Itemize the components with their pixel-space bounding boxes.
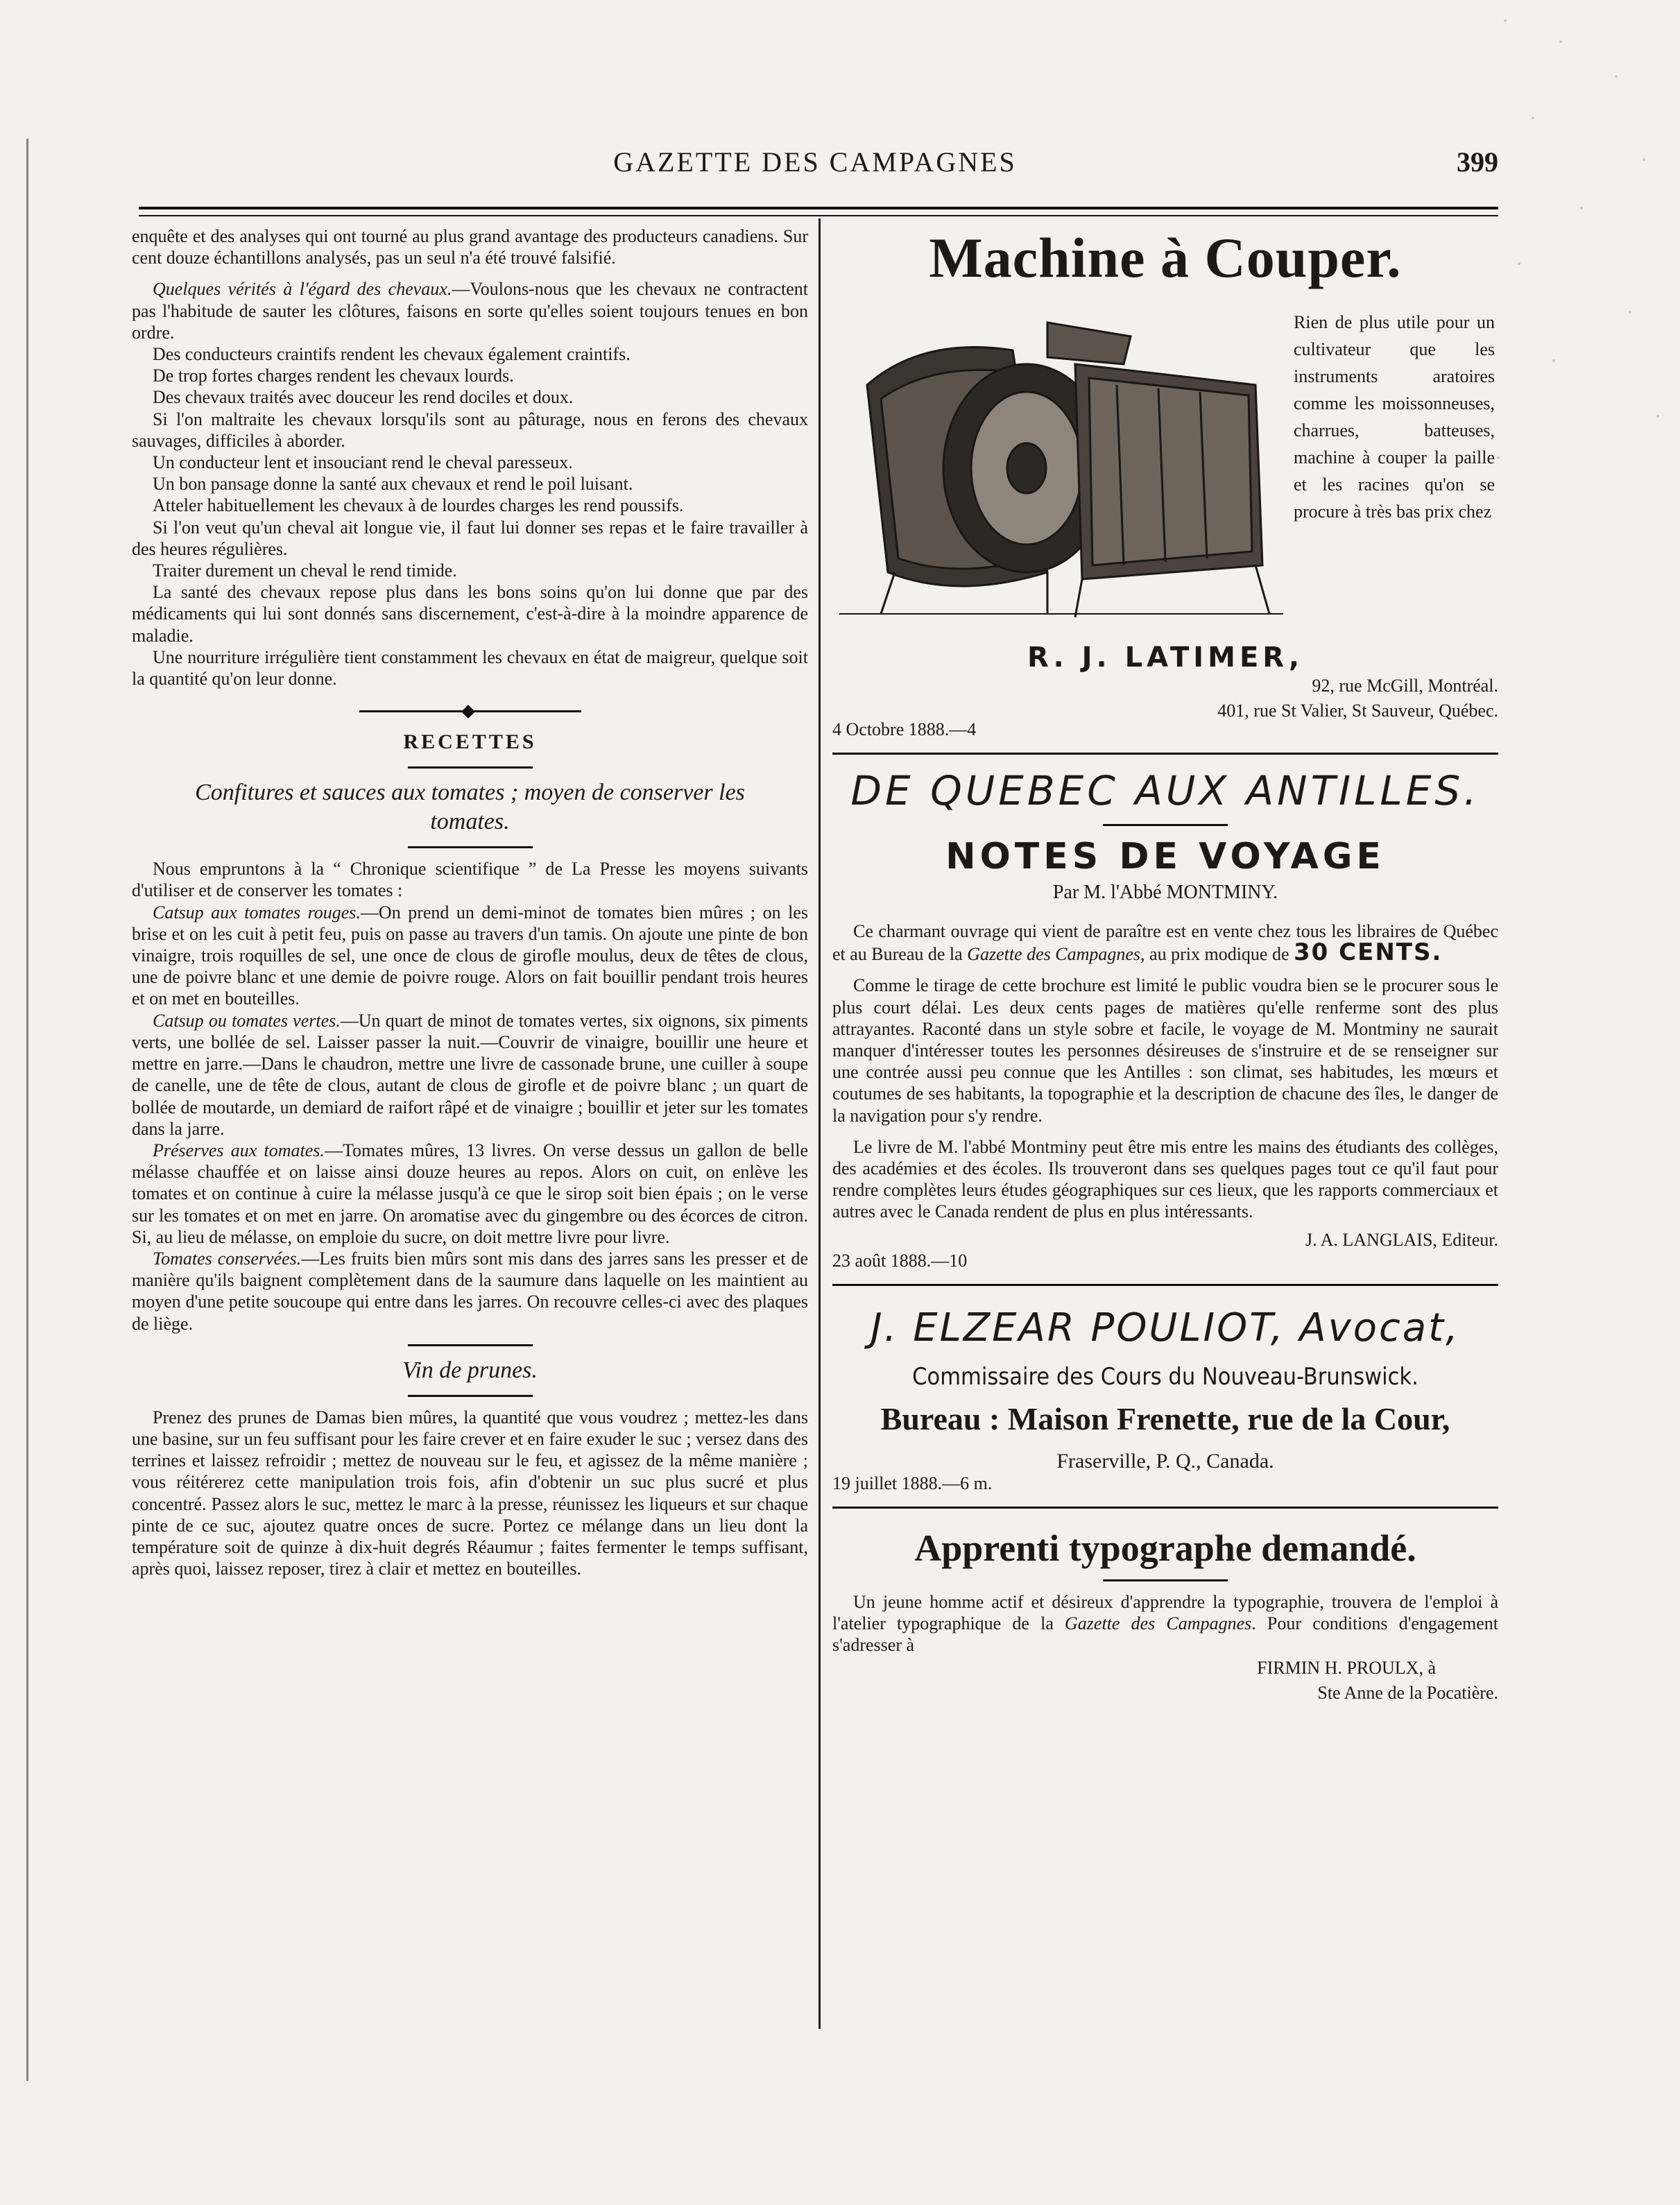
book-para1-b: , au prix modique de (1140, 944, 1289, 965)
book-date: 23 août 1888.—10 (832, 1250, 968, 1271)
vin-title: Vin de prunes. (402, 1357, 538, 1383)
horses-line: Des chevaux traités avec douceur les rend dociles et doux. (153, 387, 574, 408)
running-header (132, 146, 1498, 187)
proulx-place: Ste Anne de la Pocatière. (1317, 1683, 1498, 1704)
confitures-title: Confitures et sauces aux tomates ; moyen de conserver les tomates. (195, 780, 745, 835)
proulx-name: FIRMIN H. PROULX, à (1257, 1658, 1436, 1679)
machine-title: Machine à Couper. (929, 226, 1402, 289)
section-rule (832, 1284, 1498, 1286)
recettes-title: RECETTES (403, 730, 537, 754)
lawyer-commissaire: Commissaire des Cours du Nouveau-Brunswick. (912, 1362, 1418, 1391)
vin-paragraph: Prenez des prunes de Damas bien mûres, la quantité que vous voudrez ; mettez-les dans une basine, sur un feu suffisant pour les faire crever et en faire exuder le suc ; versez dans des terrines et laissez refroidir ; mettez de nouveau sur le feu, et agissez de la même manière ; vous réitérerez cette manipulation trois fois, afin d'obtenir un suc plus sucré et plus concentré. Passez alors le suc, mettez le marc à la presse, réunissez les liqueurs et sur chaque pinte de ce suc, ajoutez quatre onces de sucre. Portez ce mélange dans un lieu dont la température soit de quinze à dix-huit degrés Réaumur ; faites fermenter le temps suffisant, après quoi, laissez reposer, tirez à clair et mettez en bouteilles. (132, 1407, 808, 1579)
horses-paragraph (132, 278, 808, 343)
left-column (132, 225, 808, 1579)
page-edge-mark (26, 139, 31, 2081)
intro-paragraph: enquête et des analyses qui ont tourné au plus grand avantage des producteurs canadiens. Sur cent douze échantillons analysés, pas un seul n'a été trouvé falsifié. (132, 226, 808, 268)
machine-advert (832, 302, 1498, 628)
horses-heading: Quelques vérités à l'égard des chevaux. (153, 279, 452, 300)
horses-line: Un conducteur lent et insouciant rend le cheval paresseux. (153, 452, 573, 473)
short-rule (1103, 824, 1228, 826)
apprenti-a: Un jeune homme actif et désireux d'apprendre la typographie, trouvera de l'emploi à l'atelier typographique de la (832, 1591, 1498, 1633)
column-divider (818, 218, 821, 2029)
short-rule (408, 1344, 533, 1346)
section-rule (832, 1507, 1498, 1509)
preserves-text: —Tomates mûres, 13 livres. On verse dessus un gallon de belle mélasse chauffée et on laisse ainsi douze heures au repos. Alors on cuit, on enlève les tomates et on continue à cuire la mélasse jusqu'à ce que le sirop soit bien épais ; on le verse sur les tomates et on met en jarre. On aromatise avec du gingembre ou des écorces de citron. Si, au lieu de mélasse, on emploie du sucre, on doit mettre livre pour livre. (132, 1140, 808, 1247)
tomates-conservees (132, 1248, 808, 1335)
horses-line: Une nourriture irrégulière tient constamment les chevaux en état de maigreur, quelque soit la quantité qu'on leur donne. (132, 646, 808, 689)
lawyer-bureau: Bureau : Maison Frenette, rue de la Cour, (880, 1400, 1450, 1436)
catsup-rouges-text: —On prend un demi-minot de tomates bien mûres ; on les brise et on les cuit à petit feu, puis on passe au travers d'un tamis. On ajoute une pinte de bon vinaigre, trois roquilles de sel, une once de clous de girofle moulus, deux de têtes de clous, une de poivre blanc et une demie de poivre rouge. Alors on fait bouillir pendant trois heures et on met en bouteilles. (132, 902, 809, 1009)
book-paragraph-1 (832, 920, 1498, 965)
catsup-vertes-text: —Un quart de minot de tomates vertes, six oignons, six piments verts, une bollée de sel. Laisser passer la nuit.—Couvrir de vinaigre, bouillir une heure et mettre en jarre.—Dans le chaudron, mettre une livre de cassonade brune, une cuiller à soupe de canelle, une de tête de clous, autant de clous de girofle et de poivre blanc ; un quart de bollée de moutarde, un demiard de raifort râpé et de vinaigre ; bouillir et jeter sur les tomates dans la jarre. (132, 1010, 808, 1139)
apprenti-title: Apprenti typographe demandé. (914, 1527, 1416, 1569)
latimer-address-1: 92, rue McGill, Montréal. (1312, 676, 1498, 696)
lawyer-place: Fraserville, P. Q., Canada. (1056, 1449, 1274, 1473)
notes-title: NOTES DE VOYAGE (945, 836, 1385, 877)
catsup-vertes (132, 1010, 808, 1140)
latimer-date: 4 Octobre 1888.—4 (832, 719, 977, 739)
catsup-rouges-heading: Catsup aux tomates rouges. (153, 902, 361, 923)
conservees-heading: Tomates conservées. (153, 1248, 302, 1269)
book-para1-italic: Gazette des Campagnes (967, 944, 1141, 965)
short-rule (408, 1395, 533, 1397)
apprenti-italic: Gazette des Campagnes (1065, 1613, 1252, 1633)
header-rule (139, 207, 1498, 216)
horses-line: —Voulons-nous que les chevaux ne contractent pas l'habitude de sauter les clôtures, faisons en sorte qu'elles soient toujours tenues en bon ordre. (132, 279, 808, 343)
horses-line: Des conducteurs craintifs rendent les chevaux également craintifs. (153, 344, 631, 365)
horses-line: Atteler habituellement les chevaux à de lourdes charges les rend poussifs. (153, 495, 684, 516)
horses-line: La santé des chevaux repose plus dans les bons soins qu'on lui donne que par des médicaments qui lui sont donnés sans discernement, c'est-à-dire à la moindre apparence de maladie. (132, 582, 808, 646)
latimer-address-2: 401, rue St Valier, St Sauveur, Québec. (1217, 701, 1498, 721)
scan-noise-texture (1477, 0, 1679, 486)
right-column (832, 225, 1498, 1706)
horses-line: Un bon pansage donne la santé aux chevaux et rend le poil luisant. (153, 474, 633, 495)
page-number: 399 (1457, 146, 1498, 178)
book-price: 30 CENTS. (1294, 938, 1443, 967)
book-paragraph-2: Comme le tirage de cette brochure est limité le public voudra bien se le procurer sous le plus court délai. Les deux cents pages de matières qu'elle renferme sont des plus attrayantes. Raconté dans un style sobre et facile, le voyage de M. Montminy ne saurait manquer d'intéresser toutes les personnes désireuses de s'instruire et de se renseigner sur une contrée aussi peu connue que les Antilles : son climat, ses habitudes, les mœurs et coutumes de ses habitants, la topographie et la description de chacune des îles, le danger de la navigation pour s'y rendre. (832, 975, 1498, 1126)
latimer-name: R. J. LATIMER, (1027, 642, 1304, 673)
machine-description: Rien de plus utile pour un cultivateur que les instruments aratoires comme les moissonneuses, charrues, batteuses, machine à couper la paille et les racines qu'on se procure à très bas prix chez (1294, 312, 1495, 522)
short-rule (1103, 1579, 1228, 1581)
book-paragraph-3: Le livre de M. l'abbé Montminy peut être mis entre les mains des étudiants des collèges, des académies et des écoles. Ils trouveront dans ses quelques pages tout ce qu'il faut pour rendre complètes leurs études géographiques sur ces lieux, que les rapports commerciaux et autres avec le Canada rendent de plus en plus intéressants. (832, 1136, 1498, 1222)
horses-line: Traiter durement un cheval le rend timide. (153, 560, 457, 581)
section-rule (832, 753, 1498, 755)
short-rule (408, 846, 533, 848)
book-title: DE QUEBEC AUX ANTILLES. (850, 767, 1480, 814)
conservees-text: —Les fruits bien mûrs sont mis dans des jarres sans les presser et de manière qu'ils baignent complètement dans de la saumure dans laquelle on les maintient au moyen d'une petite soucoupe qui entre dans les jarres. On recouvre celles-ci avec des plaques de liège. (132, 1248, 808, 1334)
section-ornament (359, 710, 581, 718)
book-para1-a: Ce charmant ouvrage qui vient de paraître est en vente chez tous les libraires de Québec et au Bureau de la (832, 921, 1498, 965)
editor-signature: J. A. LANGLAIS, Editeur. (1305, 1229, 1498, 1250)
cutting-machine-illustration (839, 309, 1283, 621)
recettes-intro: Nous empruntons à la “ Chronique scientifique ” de La Presse les moyens suivants d'utiliser et de conserver les tomates : (132, 859, 808, 901)
preserves-heading: Préserves aux tomates. (153, 1140, 325, 1160)
apprenti-b: . Pour conditions d'engagement s'adresser à (832, 1613, 1498, 1656)
catsup-rouges (132, 902, 808, 1010)
lawyer-name: J. ELZEAR POULIOT, Avocat, (871, 1305, 1460, 1350)
catsup-vertes-heading: Catsup ou tomates vertes. (153, 1010, 341, 1031)
book-byline: Par M. l'Abbé MONTMINY. (1052, 882, 1278, 903)
horses-line: De trop fortes charges rendent les chevaux lourds. (153, 366, 514, 386)
publication-title: GAZETTE DES CAMPAGNES (613, 146, 1017, 178)
lawyer-date: 19 juillet 1888.—6 m. (832, 1473, 993, 1493)
preserves (132, 1140, 808, 1248)
horses-line: Si l'on veut qu'un cheval ait longue vie, il faut lui donner ses repas et le faire travailler à des heures régulières. (132, 517, 808, 559)
apprenti-paragraph (832, 1591, 1498, 1656)
horses-line: Si l'on maltraite les chevaux lorsqu'ils sont au pâturage, nous en ferons des chevaux sauvages, difficiles à aborder. (132, 409, 808, 451)
short-rule (408, 766, 533, 769)
